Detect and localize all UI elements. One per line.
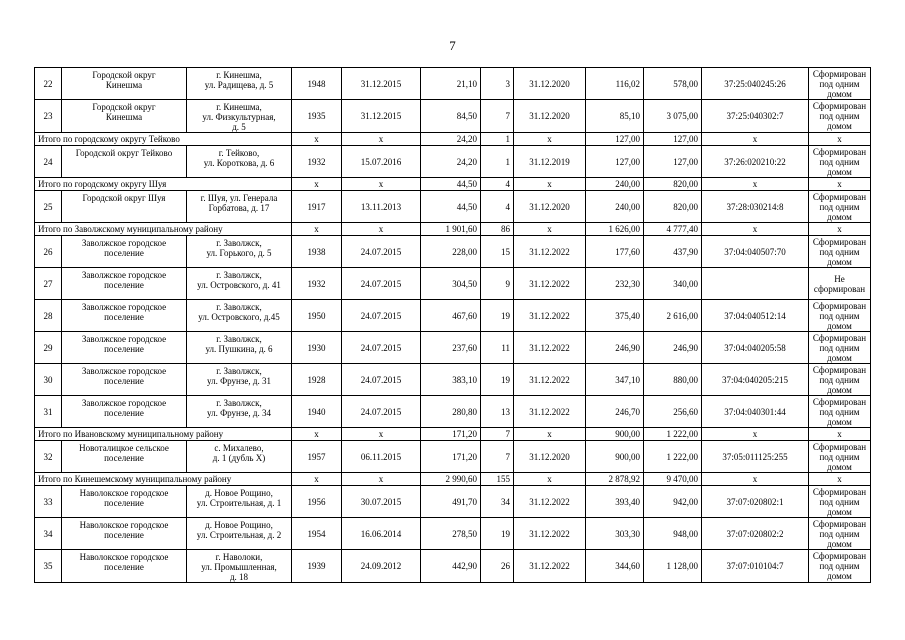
year-cell: 1935 (292, 100, 342, 133)
municipality-cell: Заволжское городское поселение (62, 236, 187, 268)
address-cell: г. Шуя, ул. Генерала Горбатова, д. 17 (187, 191, 292, 223)
year-cell: x (292, 178, 342, 191)
persons-cell: 7 (481, 441, 514, 473)
cadastral-number-cell: 37:04:040301:44 (702, 396, 809, 428)
municipality-cell: Городской округ Кинешма (62, 100, 187, 133)
housing-register-table (34, 67, 871, 583)
land-status-cell: Сформирован под одним домом (809, 396, 871, 428)
subtotal-row (35, 428, 871, 441)
address-cell: г. Заволжск, ул. Пушкина, д. 6 (187, 332, 292, 364)
municipality-cell: Заволжское городское поселение (62, 300, 187, 332)
deadline-cell: 31.12.2022 (514, 236, 586, 268)
value-cell: 246,70 (586, 396, 644, 428)
value-cell: 820,00 (644, 191, 702, 223)
address-cell: г. Заволжск, ул. Островского, д.45 (187, 300, 292, 332)
municipality-cell: Городской округ Шуя (62, 191, 187, 223)
area-cell: 171,20 (421, 441, 481, 473)
persons-cell: 19 (481, 364, 514, 396)
land-status-cell: x (809, 473, 871, 486)
year-cell: 1954 (292, 518, 342, 550)
recognition-date-cell: 24.07.2015 (342, 332, 421, 364)
year-cell: 1938 (292, 236, 342, 268)
cadastral-number-cell: 37:07:020802:1 (702, 486, 809, 518)
value-cell: 900,00 (586, 441, 644, 473)
year-cell: x (292, 428, 342, 441)
area-cell: 171,20 (421, 428, 481, 441)
cadastral-number-cell: 37:05:011125:255 (702, 441, 809, 473)
recognition-date-cell: 24.07.2015 (342, 300, 421, 332)
cadastral-number-cell: x (702, 428, 809, 441)
persons-cell: 4 (481, 191, 514, 223)
value-cell: 2 616,00 (644, 300, 702, 332)
address-cell: г. Тейково, ул. Короткова, д. 6 (187, 146, 292, 178)
deadline-cell: 31.12.2022 (514, 332, 586, 364)
deadline-cell: x (514, 223, 586, 236)
municipality-cell: Новоталицкое сельское поселение (62, 441, 187, 473)
row-number-cell: 33 (35, 486, 62, 518)
table-row (35, 268, 871, 300)
persons-cell: 4 (481, 178, 514, 191)
year-cell: 1957 (292, 441, 342, 473)
value-cell: 232,30 (586, 268, 644, 300)
deadline-cell: 31.12.2019 (514, 146, 586, 178)
value-cell: 820,00 (644, 178, 702, 191)
deadline-cell: 31.12.2022 (514, 486, 586, 518)
deadline-cell: 31.12.2022 (514, 268, 586, 300)
persons-cell: 7 (481, 428, 514, 441)
value-cell: 127,00 (586, 146, 644, 178)
recognition-date-cell: 15.07.2016 (342, 146, 421, 178)
cadastral-number-cell: 37:26:020210:22 (702, 146, 809, 178)
persons-cell: 11 (481, 332, 514, 364)
deadline-cell: 31.12.2022 (514, 364, 586, 396)
area-cell: 467,60 (421, 300, 481, 332)
row-number-cell: 25 (35, 191, 62, 223)
land-status-cell: Сформирован под одним домом (809, 68, 871, 100)
land-status-cell: Не сформирован (809, 268, 871, 300)
persons-cell: 34 (481, 486, 514, 518)
area-cell: 24,20 (421, 133, 481, 146)
deadline-cell: 31.12.2020 (514, 441, 586, 473)
year-cell: 1917 (292, 191, 342, 223)
table-row (35, 396, 871, 428)
value-cell: 437,90 (644, 236, 702, 268)
recognition-date-cell: 24.07.2015 (342, 236, 421, 268)
value-cell: 240,00 (586, 178, 644, 191)
persons-cell: 3 (481, 68, 514, 100)
cadastral-number-cell: 37:25:040302:7 (702, 100, 809, 133)
municipality-cell: Наволокское городское поселение (62, 518, 187, 550)
land-status-cell: Сформирован под одним домом (809, 191, 871, 223)
subtotal-label-cell: Итого по городскому округу Шуя (35, 178, 292, 191)
recognition-date-cell: x (342, 428, 421, 441)
value-cell: 393,40 (586, 486, 644, 518)
table-row (35, 364, 871, 396)
area-cell: 44,50 (421, 191, 481, 223)
row-number-cell: 26 (35, 236, 62, 268)
land-status-cell: Сформирован под одним домом (809, 441, 871, 473)
address-cell: г. Заволжск, ул. Горького, д. 5 (187, 236, 292, 268)
address-cell: д. Новое Рощино, ул. Строительная, д. 1 (187, 486, 292, 518)
value-cell: 1 222,00 (644, 428, 702, 441)
value-cell: 2 878,92 (586, 473, 644, 486)
value-cell: 85,10 (586, 100, 644, 133)
value-cell: 3 075,00 (644, 100, 702, 133)
value-cell: 347,10 (586, 364, 644, 396)
value-cell: 246,90 (586, 332, 644, 364)
land-status-cell: Сформирован под одним домом (809, 236, 871, 268)
value-cell: 116,02 (586, 68, 644, 100)
value-cell: 344,60 (586, 550, 644, 583)
land-status-cell: Сформирован под одним домом (809, 550, 871, 583)
persons-cell: 19 (481, 518, 514, 550)
municipality-cell: Заволжское городское поселение (62, 364, 187, 396)
land-status-cell: x (809, 178, 871, 191)
subtotal-label-cell: Итого по Ивановскому муниципальному району (35, 428, 292, 441)
recognition-date-cell: 30.07.2015 (342, 486, 421, 518)
value-cell: 880,00 (644, 364, 702, 396)
year-cell: x (292, 473, 342, 486)
value-cell: 127,00 (644, 146, 702, 178)
year-cell: x (292, 133, 342, 146)
value-cell: 9 470,00 (644, 473, 702, 486)
table-row (35, 191, 871, 223)
row-number-cell: 29 (35, 332, 62, 364)
deadline-cell: x (514, 473, 586, 486)
deadline-cell: 31.12.2020 (514, 191, 586, 223)
year-cell: 1956 (292, 486, 342, 518)
cadastral-number-cell: 37:07:020802:2 (702, 518, 809, 550)
subtotal-label-cell: Итого по Кинешемскому муниципальному району (35, 473, 292, 486)
persons-cell: 15 (481, 236, 514, 268)
value-cell: 942,00 (644, 486, 702, 518)
cadastral-number-cell: 37:04:040205:215 (702, 364, 809, 396)
municipality-cell: Заволжское городское поселение (62, 396, 187, 428)
year-cell: 1939 (292, 550, 342, 583)
cadastral-number-cell: x (702, 178, 809, 191)
year-cell: 1928 (292, 364, 342, 396)
cadastral-number-cell: 37:28:030214:8 (702, 191, 809, 223)
persons-cell: 155 (481, 473, 514, 486)
recognition-date-cell: x (342, 223, 421, 236)
area-cell: 491,70 (421, 486, 481, 518)
row-number-cell: 24 (35, 146, 62, 178)
table-row (35, 100, 871, 133)
area-cell: 2 990,60 (421, 473, 481, 486)
address-cell: г. Кинешма, ул. Радищева, д. 5 (187, 68, 292, 100)
area-cell: 442,90 (421, 550, 481, 583)
row-number-cell: 35 (35, 550, 62, 583)
subtotal-row (35, 473, 871, 486)
year-cell: 1932 (292, 268, 342, 300)
recognition-date-cell: 31.12.2015 (342, 100, 421, 133)
table-row (35, 236, 871, 268)
table-row (35, 550, 871, 583)
value-cell: 1 128,00 (644, 550, 702, 583)
area-cell: 304,50 (421, 268, 481, 300)
area-cell: 237,60 (421, 332, 481, 364)
page-number: 7 (449, 38, 456, 53)
value-cell: 1 626,00 (586, 223, 644, 236)
address-cell: г. Заволжск, ул. Фрунзе, д. 34 (187, 396, 292, 428)
table-row (35, 486, 871, 518)
subtotal-row (35, 178, 871, 191)
value-cell: 948,00 (644, 518, 702, 550)
land-status-cell: x (809, 428, 871, 441)
area-cell: 280,80 (421, 396, 481, 428)
address-cell: г. Наволоки, ул. Промышленная, д. 18 (187, 550, 292, 583)
value-cell: 900,00 (586, 428, 644, 441)
land-status-cell: x (809, 223, 871, 236)
subtotal-label-cell: Итого по Заволжскому муниципальному району (35, 223, 292, 236)
land-status-cell: Сформирован под одним домом (809, 486, 871, 518)
year-cell: 1940 (292, 396, 342, 428)
area-cell: 383,10 (421, 364, 481, 396)
row-number-cell: 30 (35, 364, 62, 396)
row-number-cell: 23 (35, 100, 62, 133)
deadline-cell: 31.12.2022 (514, 518, 586, 550)
address-cell: г. Кинешма, ул. Физкультурная, д. 5 (187, 100, 292, 133)
municipality-cell: Наволокское городское поселение (62, 550, 187, 583)
cadastral-number-cell: x (702, 473, 809, 486)
recognition-date-cell: 06.11.2015 (342, 441, 421, 473)
municipality-cell: Заволжское городское поселение (62, 332, 187, 364)
deadline-cell: 31.12.2022 (514, 300, 586, 332)
persons-cell: 19 (481, 300, 514, 332)
deadline-cell: 31.12.2022 (514, 396, 586, 428)
area-cell: 228,00 (421, 236, 481, 268)
subtotal-row (35, 133, 871, 146)
row-number-cell: 34 (35, 518, 62, 550)
row-number-cell: 31 (35, 396, 62, 428)
year-cell: 1950 (292, 300, 342, 332)
address-cell: с. Михалево, д. 1 (дубль X) (187, 441, 292, 473)
municipality-cell: Заволжское городское поселение (62, 268, 187, 300)
value-cell: 240,00 (586, 191, 644, 223)
recognition-date-cell: 24.07.2015 (342, 364, 421, 396)
area-cell: 1 901,60 (421, 223, 481, 236)
land-status-cell: Сформирован под одним домом (809, 300, 871, 332)
value-cell: 256,60 (644, 396, 702, 428)
deadline-cell: 31.12.2022 (514, 550, 586, 583)
cadastral-number-cell: 37:04:040507:70 (702, 236, 809, 268)
value-cell: 246,90 (644, 332, 702, 364)
row-number-cell: 27 (35, 268, 62, 300)
value-cell: 340,00 (644, 268, 702, 300)
recognition-date-cell: x (342, 178, 421, 191)
row-number-cell: 22 (35, 68, 62, 100)
deadline-cell: 31.12.2020 (514, 100, 586, 133)
value-cell: 177,60 (586, 236, 644, 268)
value-cell: 303,30 (586, 518, 644, 550)
municipality-cell: Наволокское городское поселение (62, 486, 187, 518)
address-cell: г. Заволжск, ул. Фрунзе, д. 31 (187, 364, 292, 396)
cadastral-number-cell: 37:07:010104:7 (702, 550, 809, 583)
area-cell: 44,50 (421, 178, 481, 191)
row-number-cell: 28 (35, 300, 62, 332)
municipality-cell: Городской округ Кинешма (62, 68, 187, 100)
table-row (35, 68, 871, 100)
value-cell: 578,00 (644, 68, 702, 100)
area-cell: 84,50 (421, 100, 481, 133)
cadastral-number-cell: x (702, 133, 809, 146)
persons-cell: 26 (481, 550, 514, 583)
year-cell: x (292, 223, 342, 236)
recognition-date-cell: x (342, 133, 421, 146)
persons-cell: 7 (481, 100, 514, 133)
deadline-cell: 31.12.2020 (514, 68, 586, 100)
address-cell: д. Новое Рощино, ул. Строительная, д. 2 (187, 518, 292, 550)
table-row (35, 332, 871, 364)
value-cell: 4 777,40 (644, 223, 702, 236)
year-cell: 1948 (292, 68, 342, 100)
area-cell: 24,20 (421, 146, 481, 178)
deadline-cell: x (514, 428, 586, 441)
year-cell: 1930 (292, 332, 342, 364)
cadastral-number-cell: 37:25:040245:26 (702, 68, 809, 100)
table-row (35, 146, 871, 178)
deadline-cell: x (514, 178, 586, 191)
persons-cell: 1 (481, 133, 514, 146)
year-cell: 1932 (292, 146, 342, 178)
value-cell: 375,40 (586, 300, 644, 332)
persons-cell: 1 (481, 146, 514, 178)
land-status-cell: Сформирован под одним домом (809, 518, 871, 550)
area-cell: 21,10 (421, 68, 481, 100)
recognition-date-cell: 13.11.2013 (342, 191, 421, 223)
cadastral-number-cell: 37:04:040512:14 (702, 300, 809, 332)
land-status-cell: x (809, 133, 871, 146)
recognition-date-cell: 24.09.2012 (342, 550, 421, 583)
cadastral-number-cell (702, 268, 809, 300)
value-cell: 127,00 (586, 133, 644, 146)
row-number-cell: 32 (35, 441, 62, 473)
address-cell: г. Заволжск, ул. Островского, д. 41 (187, 268, 292, 300)
land-status-cell: Сформирован под одним домом (809, 332, 871, 364)
cadastral-number-cell: x (702, 223, 809, 236)
persons-cell: 13 (481, 396, 514, 428)
recognition-date-cell: 24.07.2015 (342, 396, 421, 428)
table-row (35, 300, 871, 332)
land-status-cell: Сформирован под одним домом (809, 146, 871, 178)
subtotal-row (35, 223, 871, 236)
recognition-date-cell: x (342, 473, 421, 486)
subtotal-label-cell: Итого по городскому округу Тейково (35, 133, 292, 146)
land-status-cell: Сформирован под одним домом (809, 364, 871, 396)
recognition-date-cell: 16.06.2014 (342, 518, 421, 550)
value-cell: 127,00 (644, 133, 702, 146)
recognition-date-cell: 24.07.2015 (342, 268, 421, 300)
deadline-cell: x (514, 133, 586, 146)
persons-cell: 86 (481, 223, 514, 236)
area-cell: 278,50 (421, 518, 481, 550)
table-body (35, 68, 871, 583)
persons-cell: 9 (481, 268, 514, 300)
table-row (35, 518, 871, 550)
table-row (35, 441, 871, 473)
municipality-cell: Городской округ Тейково (62, 146, 187, 178)
land-status-cell: Сформирован под одним домом (809, 100, 871, 133)
cadastral-number-cell: 37:04:040205:58 (702, 332, 809, 364)
value-cell: 1 222,00 (644, 441, 702, 473)
recognition-date-cell: 31.12.2015 (342, 68, 421, 100)
